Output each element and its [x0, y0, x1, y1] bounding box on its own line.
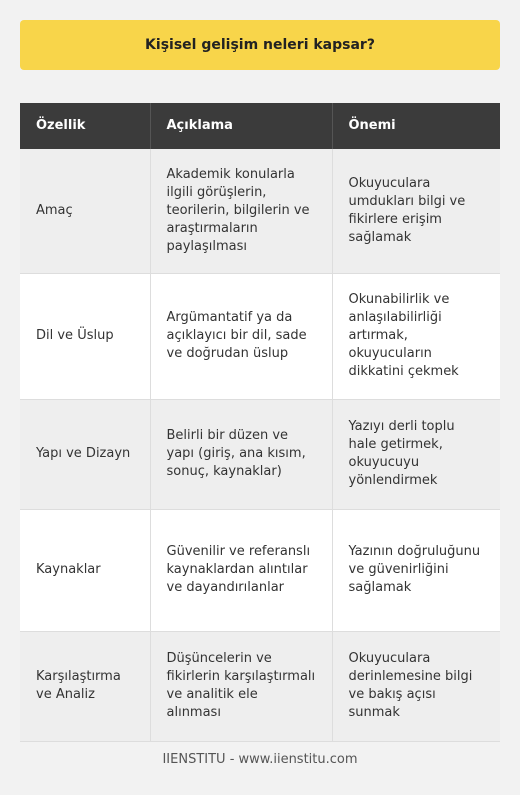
table-cell: Kaynaklar: [20, 509, 150, 631]
footer-credit: IIENSTITU - www.iienstitu.com: [162, 752, 358, 767]
table-cell: Okuyuculara umdukları bilgi ve fikirlere erişim sağlamak: [332, 149, 500, 273]
table-cell: Yazının doğruluğunu ve güvenirliğini sağlamak: [332, 509, 500, 631]
table-cell: Amaç: [20, 149, 150, 273]
column-header-description: Açıklama: [150, 103, 332, 149]
table-cell: Karşılaştırma ve Analiz: [20, 631, 150, 741]
table-cell: Yapı ve Dizayn: [20, 399, 150, 509]
table-cell: Akademik konularla ilgili görüşlerin, teorilerin, bilgilerin ve araştırmaların paylaşılması: [150, 149, 332, 273]
table-header-row: [20, 103, 500, 149]
table-cell: Belirli bir düzen ve yapı (giriş, ana kısım, sonuç, kaynaklar): [150, 399, 332, 509]
table-cell: Düşüncelerin ve fikirlerin karşılaştırmalı ve analitik ele alınması: [150, 631, 332, 741]
table-row: [20, 273, 500, 399]
comparison-table: [20, 103, 500, 742]
table-cell: Güvenilir ve referanslı kaynaklardan alıntılar ve dayandırılanlar: [150, 509, 332, 631]
table-cell: Argümantatif ya da açıklayıcı bir dil, sade ve doğrudan üslup: [150, 273, 332, 399]
table-row: [20, 509, 500, 631]
table-cell: Okuyuculara derinlemesine bilgi ve bakış açısı sunmak: [332, 631, 500, 741]
table-cell: Okunabilirlik ve anlaşılabilirliği artırmak, okuyucuların dikkatini çekmek: [332, 273, 500, 399]
page-title: Kişisel gelişim neleri kapsar?: [20, 20, 500, 70]
table-row: [20, 399, 500, 509]
table-cell: Yazıyı derli toplu hale getirmek, okuyucuyu yönlendirmek: [332, 399, 500, 509]
table-row: [20, 631, 500, 741]
column-header-importance: Önemi: [332, 103, 500, 149]
table-cell: Dil ve Üslup: [20, 273, 150, 399]
column-header-feature: Özellik: [20, 103, 150, 149]
table-row: [20, 149, 500, 273]
